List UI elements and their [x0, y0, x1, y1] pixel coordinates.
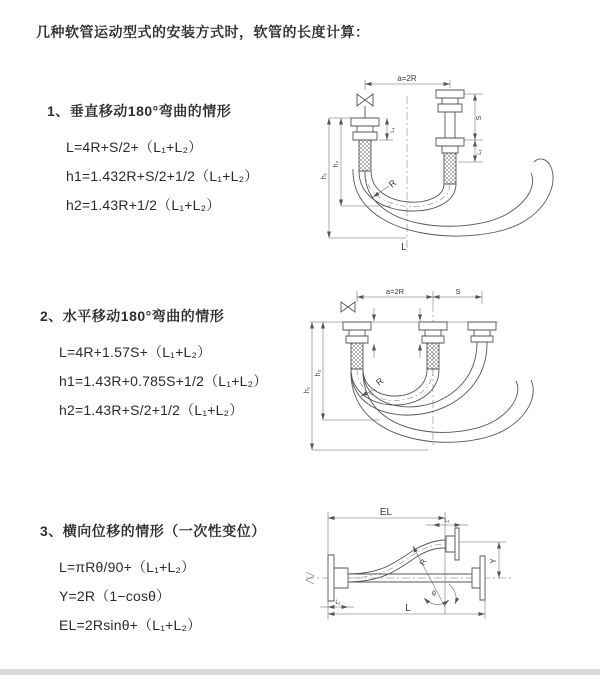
dimension-el	[328, 507, 445, 614]
dimension-label-h2: h₂	[315, 369, 322, 377]
left-fitting	[343, 322, 371, 369]
dimension-label-l1: L₁	[390, 127, 396, 133]
section-1-heading: 1、垂直移动180°弯曲的情形	[47, 103, 232, 119]
left-flange	[328, 555, 348, 601]
section-1-formulas	[47, 133, 258, 220]
section-2-heading: 2、水平移动180°弯曲的情形	[40, 308, 225, 324]
valve-icon	[357, 94, 373, 118]
formula-line: L=4R+S/2+（L₁+L₂）	[66, 139, 203, 155]
dimension-label-r: R	[374, 375, 386, 388]
braided-hose-section	[351, 343, 363, 369]
right-flange	[472, 556, 485, 600]
formula-line: h2=1.43R+1/2（L₁+L₂）	[66, 197, 221, 213]
formula-line: EL=2Rsinθ+（L₁+L₂）	[59, 617, 202, 633]
dimension-label-a2r: a=2R	[385, 287, 405, 296]
braided-hose-section	[359, 140, 371, 171]
formula-line: h1=1.432R+S/2+1/2（L₁+L₂）	[66, 168, 259, 184]
dimension-label-s: S	[476, 115, 483, 121]
dimension-label-r: R	[386, 177, 399, 190]
dimension-label-theta: θ	[432, 591, 436, 598]
valve-icon	[341, 302, 355, 312]
formula-line: Y=2R（1−cosθ）	[59, 588, 171, 604]
dimension-l1-bottom	[320, 600, 354, 607]
dimension-label-s: S	[455, 287, 461, 296]
formula-line: h2=1.43R+S/2+1/2（L₁+L₂）	[59, 402, 244, 418]
dimension-a2r	[365, 74, 450, 90]
u-bend-hose	[351, 342, 533, 442]
section-3-heading: 3、横向位移的情形（一次性变位）	[40, 523, 266, 539]
dimension-label-el: EL	[379, 507, 393, 518]
dimension-label-l: L	[405, 603, 411, 614]
diagram-lateral-displacement	[296, 498, 600, 660]
braided-hose-section	[444, 153, 456, 184]
right-fitting	[436, 90, 464, 184]
section-horizontal-180	[40, 306, 267, 425]
radius-annotation	[373, 177, 399, 197]
page-edge-shadow	[0, 669, 600, 675]
hose-displaced-position	[348, 540, 446, 582]
dimension-label-y: Y	[489, 558, 498, 564]
radius-annotation	[413, 546, 445, 607]
diagram-horizontal-180-bend	[298, 278, 570, 460]
section-3-formulas	[40, 553, 266, 640]
dimension-label-l1: L₁	[444, 518, 450, 524]
dimension-label-h2: h₂	[333, 160, 340, 168]
formula-line: L=πRθ/90+（L₁+L₂）	[59, 559, 196, 575]
dimension-s	[433, 287, 482, 297]
diagram-vertical-180-bend	[303, 66, 600, 266]
middle-fitting	[419, 322, 447, 369]
dimension-l1-left	[379, 118, 396, 140]
dimension-label-a2r: a=2R	[397, 74, 417, 83]
formula-line: L=4R+1.57S+（L₁+L₂）	[59, 344, 212, 360]
dimension-a2r	[357, 287, 482, 304]
dimension-label-l1: L₁	[477, 149, 483, 155]
dimension-l	[328, 600, 485, 619]
left-fitting	[351, 118, 379, 171]
dimension-label-h1: h₁	[304, 386, 311, 394]
fitting-length-marks	[374, 308, 420, 358]
section-2-formulas	[40, 338, 267, 425]
formula-line: h1=1.43R+0.785S+1/2（L₁+L₂）	[59, 373, 268, 389]
angle-annotation	[424, 584, 456, 605]
dimension-l1-right	[475, 140, 483, 162]
section-lateral-displacement	[40, 521, 266, 640]
right-fitting	[468, 322, 496, 342]
upper-flange	[446, 528, 459, 560]
dimension-l1-top	[426, 518, 468, 525]
section-vertical-180	[47, 101, 258, 220]
braided-hose-section	[427, 343, 439, 369]
dimension-label-l: L	[401, 242, 407, 253]
dimension-label-r: R	[417, 557, 429, 567]
dimension-label-h1: h₁	[321, 172, 328, 180]
page-title: 几种软管运动型式的安装方式时，软管的长度计算：	[36, 24, 370, 40]
dimension-label-l1: L₁	[335, 600, 341, 606]
